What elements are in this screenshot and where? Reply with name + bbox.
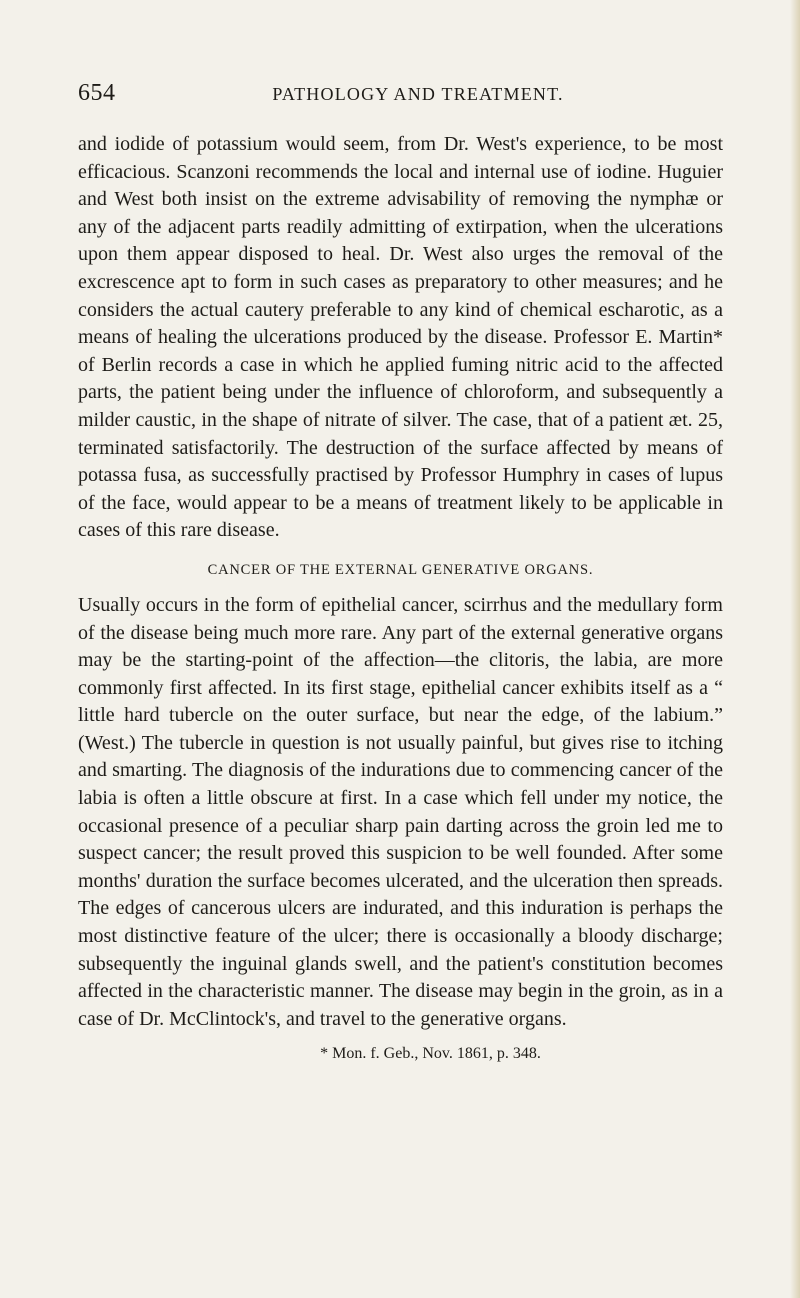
paragraph-treatment: and iodide of potassium would seem, from Dr. West's experience, to be most efficacious. Scanzoni recommends the local and internal use of iodine. Huguier and West both insist on the extreme advisability of removing the nymphæ or any of the adjacent parts readily admitting of extirpation, when the ulcerations upon them appear disposed to heal. Dr. West also urges the removal of the excrescence apt to form in such cases as preparatory to other measures; and he considers the actual cautery preferable to any kind of chemical escharotic, as a means of healing the ulcerations produced by the disease. Professor E. Martin* of Berlin records a case in which he applied fuming nitric acid to the affected parts, the patient being under the influence of chloroform, and subsequently a milder caustic, in the shape of nitrate of silver. The case, that of a patient æt. 25, terminated satisfactorily. The destruction of the surface affected by means of potassa fusa, as successfully practised by Professor Humphry in cases of lupus of the face, would appear to be a means of treatment likely to be applicable in cases of this rare disease.: [78, 133, 723, 542]
footnote: * Mon. f. Geb., Nov. 1861, p. 348.: [320, 1045, 541, 1063]
page-edge-shadow: [790, 0, 800, 1298]
section-heading: CANCER OF THE EXTERNAL GENERATIVE ORGANS.: [207, 561, 594, 578]
body-text: [78, 131, 723, 1065]
page-number: 654: [78, 80, 116, 106]
page-header: [78, 80, 718, 110]
paragraph-cancer: Usually occurs in the form of epithelial cancer, scirrhus and the medullary form of the disease being much more rare. Any part of the external generative organs may be the starting-point of the affection—the clitoris, the labia, are more commonly first affected. In its first stage, epithelial cancer exhibits itself as a “ little hard tubercle on the outer surface, but near the edge, of the labium.” (West.) The tubercle in question is not usually painful, but gives rise to itching and smarting. The diagnosis of the indurations due to commencing cancer of the labia is often a little obscure at first. In a case which fell under my notice, the occasional presence of a peculiar sharp pain darting across the groin led me to suspect cancer; the result proved this suspicion to be well founded. After some months' duration the surface becomes ulcerated, and the ulceration then spreads. The edges of cancerous ulcers are indurated, and this induration is perhaps the most distinctive feature of the ulcer; there is occasionally a bloody discharge; subsequently the inguinal glands swell, and the patient's constitution becomes affected in the characteristic manner. The disease may begin in the groin, as in a case of Dr. McClintock's, and travel to the generative organs.: [78, 593, 723, 1030]
running-head: PATHOLOGY AND TREATMENT.: [272, 84, 564, 104]
